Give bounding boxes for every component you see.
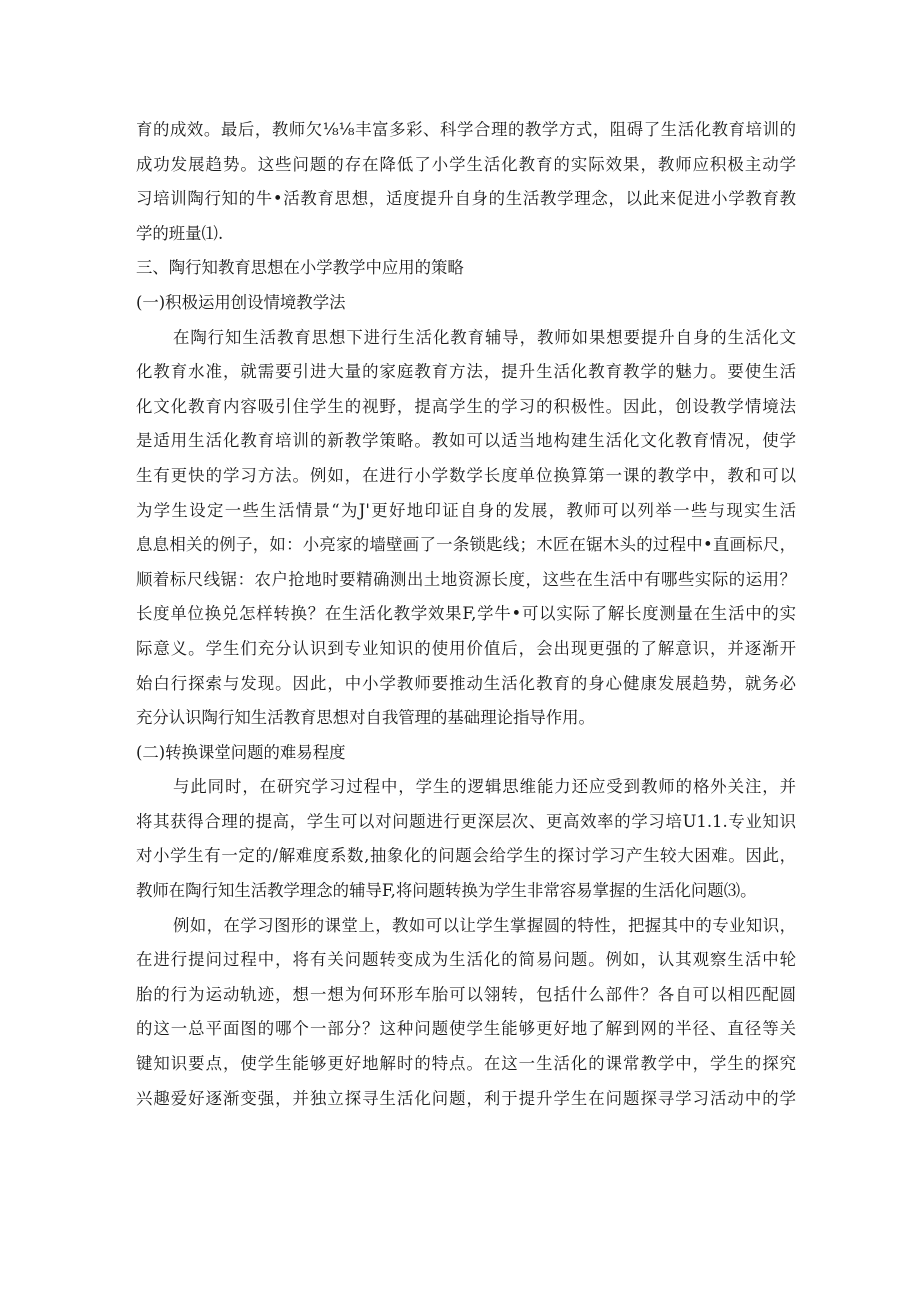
text-line: 化文化教育内容吸引住学生的视野，提高学生的学习的积极性。因此，创设教学情境法 — [136, 396, 796, 416]
text-line: 学的班量⑴. — [136, 223, 224, 243]
subsection-heading — [136, 286, 796, 321]
section-heading — [136, 251, 796, 286]
document-page — [136, 113, 796, 1116]
text-line: 在陶行知生活教育思想下进行生活化教育辅导，教师如果想要提升自身的生活化文 — [173, 327, 796, 347]
text-line: 的这一总平面图的哪个一部分？这种问题使学生能够更好地了解到网的半径、直径等关 — [136, 1019, 796, 1039]
text-line: 始白行探索与发现。因此，中小学教师要推动生活化教育的身心健康发展趋势，就务必 — [136, 673, 796, 693]
paragraph — [136, 321, 796, 736]
text-line: 为学生设定一些生活情景“为J'更好地印证自身的发展，教师可以列举一些与现实生活 — [136, 500, 796, 520]
heading-text: (一)积极运用创设情境教学法 — [136, 292, 346, 312]
heading-text: (二)转换课堂问题的难易程度 — [136, 742, 346, 762]
text-line: 与此同时，在研究学习过程中，学生的逻辑思维能力还应受到教师的格外关注，并 — [173, 777, 796, 797]
text-line: 成功发展趋势。这些问题的存在降低了小学生活化教育的实际效果，教师应积极主动学 — [136, 154, 796, 174]
text-line: 息息相关的例子，如：小亮家的墙壁画了一条锁匙线；木匠在锯木头的过程中•直画标尺， — [136, 535, 796, 555]
paragraph — [136, 770, 796, 908]
text-line: 化教育水准，就需要引进大量的家庭教育方法，提升生活化教育教学的魅力。要使生活 — [136, 362, 796, 382]
text-line: 是适用生活化教育培训的新教学策略。教如可以适当地构建生活化文化教育情况，使学 — [136, 431, 796, 451]
text-line: 例如，在学习图形的课堂上，教如可以让学生掌握圆的特性，把握其中的专业知识， — [173, 915, 796, 935]
text-line: 胎的行为运动轨迹，想一想为何环形车胎可以翎转，包括什么部件？各自可以相匹配圆 — [136, 984, 796, 1004]
text-line: 兴趣爱好逐渐变强，并独立探寻生活化问题，利于提升学生在问题探寻学习活动中的学 — [136, 1088, 796, 1108]
text-line: 将其获得合理的提高，学生可以对问题进行更深层次、更高效率的学习培U1.1.专业知识 — [136, 811, 796, 831]
subsection-heading — [136, 736, 796, 771]
text-line: 充分认识陶行知生活教育思想对自我管理的基础理论指导作用。 — [136, 708, 595, 728]
text-line: 育的成效。最后，教师欠⅛⅛丰富多彩、科学合理的教学方式，阻碍了生活化教育培训的 — [136, 120, 796, 139]
text-line: 际意义。学生们充分认识到专业知识的使用价值后，会出现更强的了解意识，并逐渐开 — [136, 638, 796, 658]
paragraph — [136, 113, 796, 251]
text-line: 生有更快的学习方法。例如，在进行小学数学长度单位换算第一课的教学中，教和可以 — [136, 465, 796, 485]
text-line: 习培训陶行知的牛•活教育思想，适度提升自身的生活教学理念，以此来促进小学教育教 — [136, 189, 796, 209]
heading-text: 三、陶行知教育思想在小学教学中应用的策略 — [136, 258, 464, 278]
text-line: 顺着标尺线锯：农户抢地时要精确测出土地资源长度，这些在生活中有哪些实际的运用？ — [136, 569, 796, 589]
text-line: 在进行提问过程中，将有关问题转变成为生活化的简易问题。例如，认其观察生活中轮 — [136, 950, 796, 970]
text-line: 键知识要点，使学生能够更好地解时的特点。在这一生活化的课常教学中，学生的探究 — [136, 1054, 796, 1074]
paragraph — [136, 909, 796, 1117]
text-line: 长度单位换兑怎样转换？在生活化教学效果F,学牛•可以实际了解长度测量在生活中的实 — [136, 604, 796, 624]
text-line: 教师在陶行知生活教学理念的辅导F,将问题转换为学生非常容易掌握的生活化问题⑶。 — [136, 881, 757, 901]
text-line: 对小学生有一定的/解难度系数,抽象化的问题会给学生的探讨学习产生较大困难。因此， — [136, 846, 796, 866]
